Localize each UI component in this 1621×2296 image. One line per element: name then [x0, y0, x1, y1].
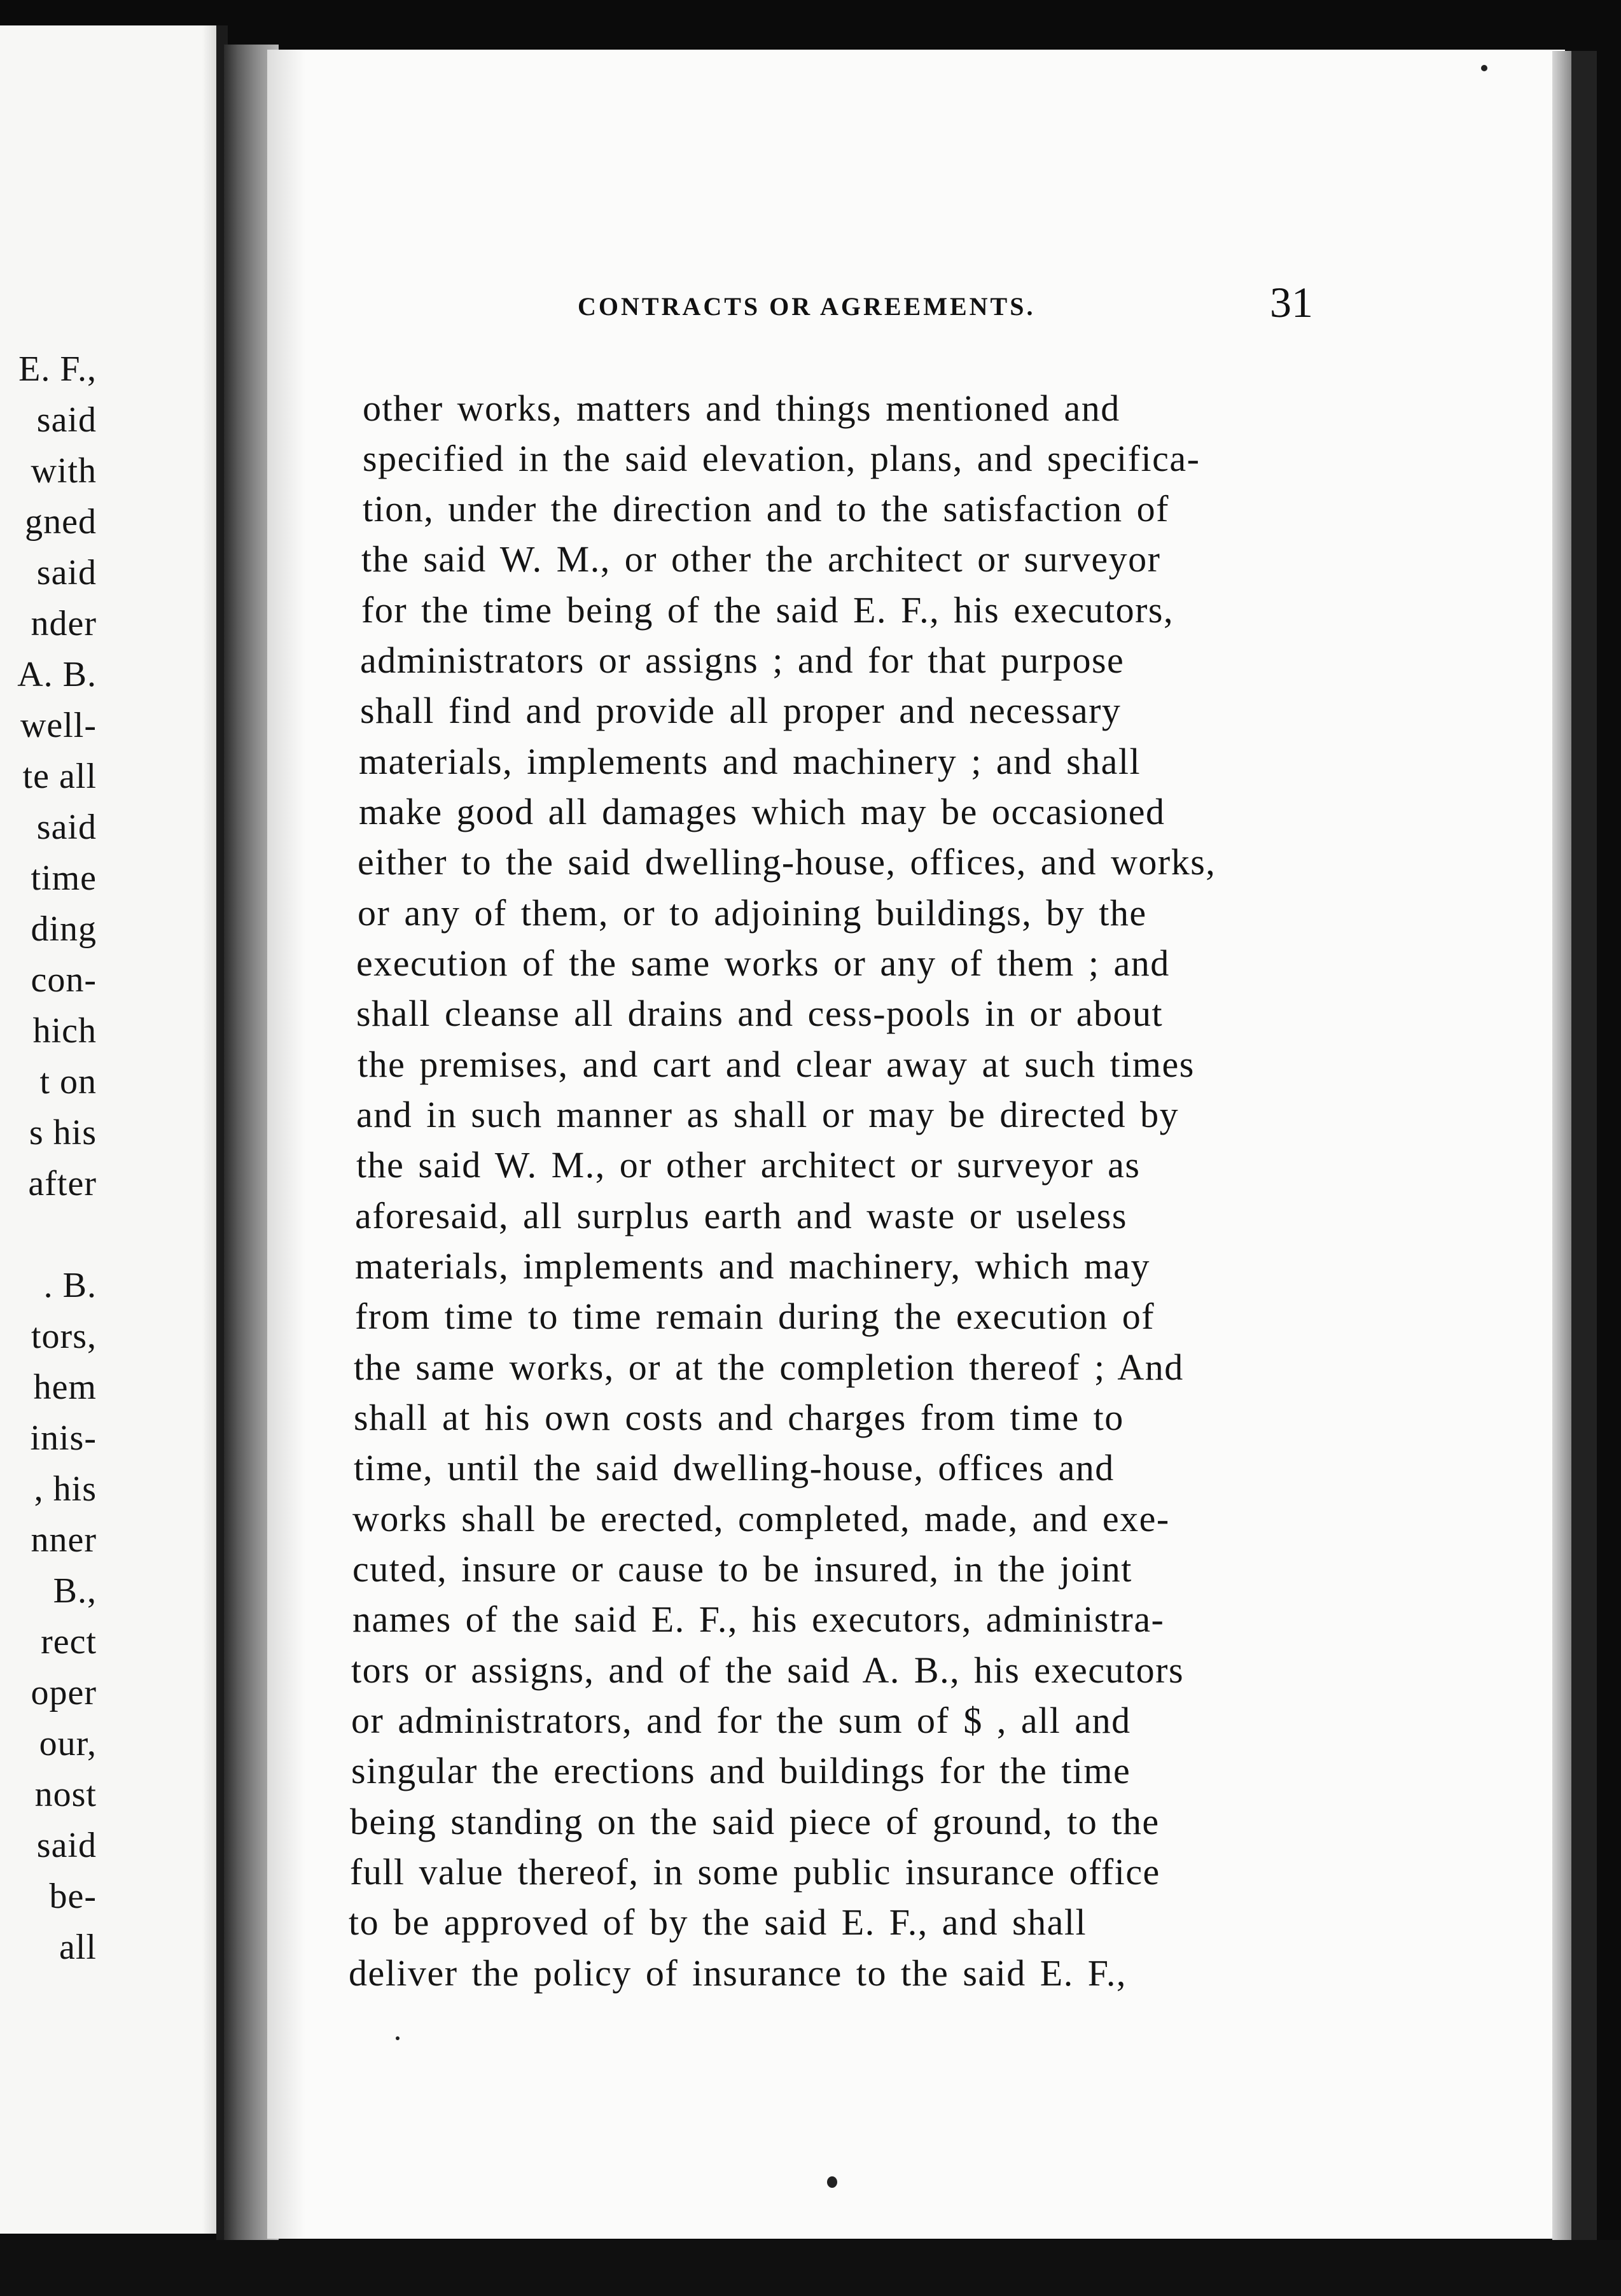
ink-speck: [827, 2176, 837, 2188]
text-line: for the time being of the said E. F., his executors,: [361, 589, 1174, 631]
left-line: said: [36, 553, 97, 592]
text-line: or administrators, and for the sum of $ , all and: [351, 1700, 1131, 1741]
text-line: from time to time remain during the execution of: [355, 1296, 1155, 1337]
text-line: tion, under the direction and to the satisfaction of: [363, 488, 1169, 529]
left-line: said: [36, 1826, 97, 1865]
text-line: deliver the policy of insurance to the said E. F.,: [349, 1952, 1127, 1994]
left-line: con-: [31, 960, 97, 1000]
text-line: time, until the said dwelling-house, offices and: [354, 1447, 1115, 1488]
running-title: CONTRACTS OR AGREEMENTS.: [578, 292, 1036, 321]
book-cover-edge: [1571, 51, 1597, 2246]
page-number: 31: [1270, 278, 1313, 326]
left-line: B.,: [53, 1571, 97, 1611]
text-line: specified in the said elevation, plans, and specifica-: [363, 438, 1200, 479]
left-line: , his: [34, 1469, 97, 1509]
text-line: names of the said E. F., his executors, administra-: [352, 1599, 1165, 1640]
text-line: the same works, or at the completion thereof ; And: [354, 1347, 1184, 1388]
left-line: inis-: [30, 1418, 97, 1458]
body-text: [267, 50, 1565, 2239]
previous-page: [0, 25, 224, 2234]
left-line: time: [31, 858, 97, 898]
text-line: cuted, insure or cause to be insured, in the joint: [352, 1548, 1132, 1590]
text-line: the said W. M., or other architect or surveyor as: [356, 1144, 1141, 1186]
text-line: to be approved of by the said E. F., and shall: [349, 1901, 1087, 1943]
text-line: tors or assigns, and of the said A. B., his executors: [351, 1649, 1185, 1691]
text-line: works shall be erected, completed, made, and exe-: [352, 1498, 1170, 1539]
left-line: nner: [31, 1520, 97, 1560]
left-line: te all: [22, 757, 97, 796]
left-line: said: [36, 400, 97, 440]
text-line: the said W. M., or other the architect or surveyor: [361, 538, 1161, 580]
left-line: ding: [31, 909, 97, 949]
text-line: shall cleanse all drains and cess-pools in or about: [356, 993, 1164, 1034]
left-line: rect: [41, 1622, 97, 1662]
text-line: materials, implements and machinery, which may: [355, 1245, 1151, 1287]
text-line: other works, matters and things mentioned and: [363, 388, 1120, 429]
left-line: our,: [39, 1724, 97, 1763]
text-line: aforesaid, all surplus earth and waste or useless: [355, 1195, 1127, 1236]
scan-background-bottom: [0, 2240, 1621, 2296]
text-line: administrators or assigns ; and for that purpose: [360, 640, 1125, 681]
text-line: being standing on the said piece of ground, to the: [350, 1801, 1160, 1842]
left-line: A. B.: [17, 655, 97, 694]
text-line: execution of the same works or any of them ; and: [356, 942, 1170, 984]
text-line: and in such manner as shall or may be directed by: [356, 1094, 1179, 1135]
current-page: [267, 50, 1565, 2239]
left-line: oper: [31, 1673, 97, 1712]
left-line: tors,: [31, 1317, 97, 1356]
left-line: s his: [29, 1113, 97, 1152]
text-line: make good all damages which may be occasioned: [359, 791, 1165, 832]
text-line: materials, implements and machinery ; and shall: [359, 741, 1141, 782]
left-line: . B.: [43, 1266, 97, 1305]
left-line: nost: [34, 1775, 97, 1814]
left-line: be-: [49, 1877, 97, 1916]
left-line: said: [36, 808, 97, 847]
text-line: singular the erections and buildings for the time: [351, 1750, 1131, 1791]
left-line: E. F.,: [18, 349, 97, 389]
left-line: t on: [39, 1062, 97, 1102]
left-line: all: [59, 1928, 97, 1967]
page-edge: [1552, 51, 1571, 2240]
text-line: either to the said dwelling-house, offices, and works,: [358, 841, 1216, 883]
text-line: full value thereof, in some public insurance office: [350, 1851, 1160, 1893]
left-line: nder: [31, 604, 97, 643]
text-line: shall at his own costs and charges from time to: [354, 1397, 1124, 1438]
text-line: the premises, and cart and clear away at such times: [358, 1044, 1195, 1085]
left-line: hich: [32, 1011, 97, 1051]
left-line: gned: [25, 502, 97, 542]
left-line: hem: [33, 1368, 97, 1407]
left-line: with: [31, 451, 97, 491]
left-line: after: [28, 1164, 97, 1203]
ink-speck: [396, 2036, 400, 2040]
text-line: or any of them, or to adjoining buildings, by the: [358, 892, 1147, 934]
text-line: shall find and provide all proper and necessary: [360, 690, 1122, 731]
ink-speck: [1481, 65, 1487, 71]
left-line: well-: [20, 706, 97, 745]
